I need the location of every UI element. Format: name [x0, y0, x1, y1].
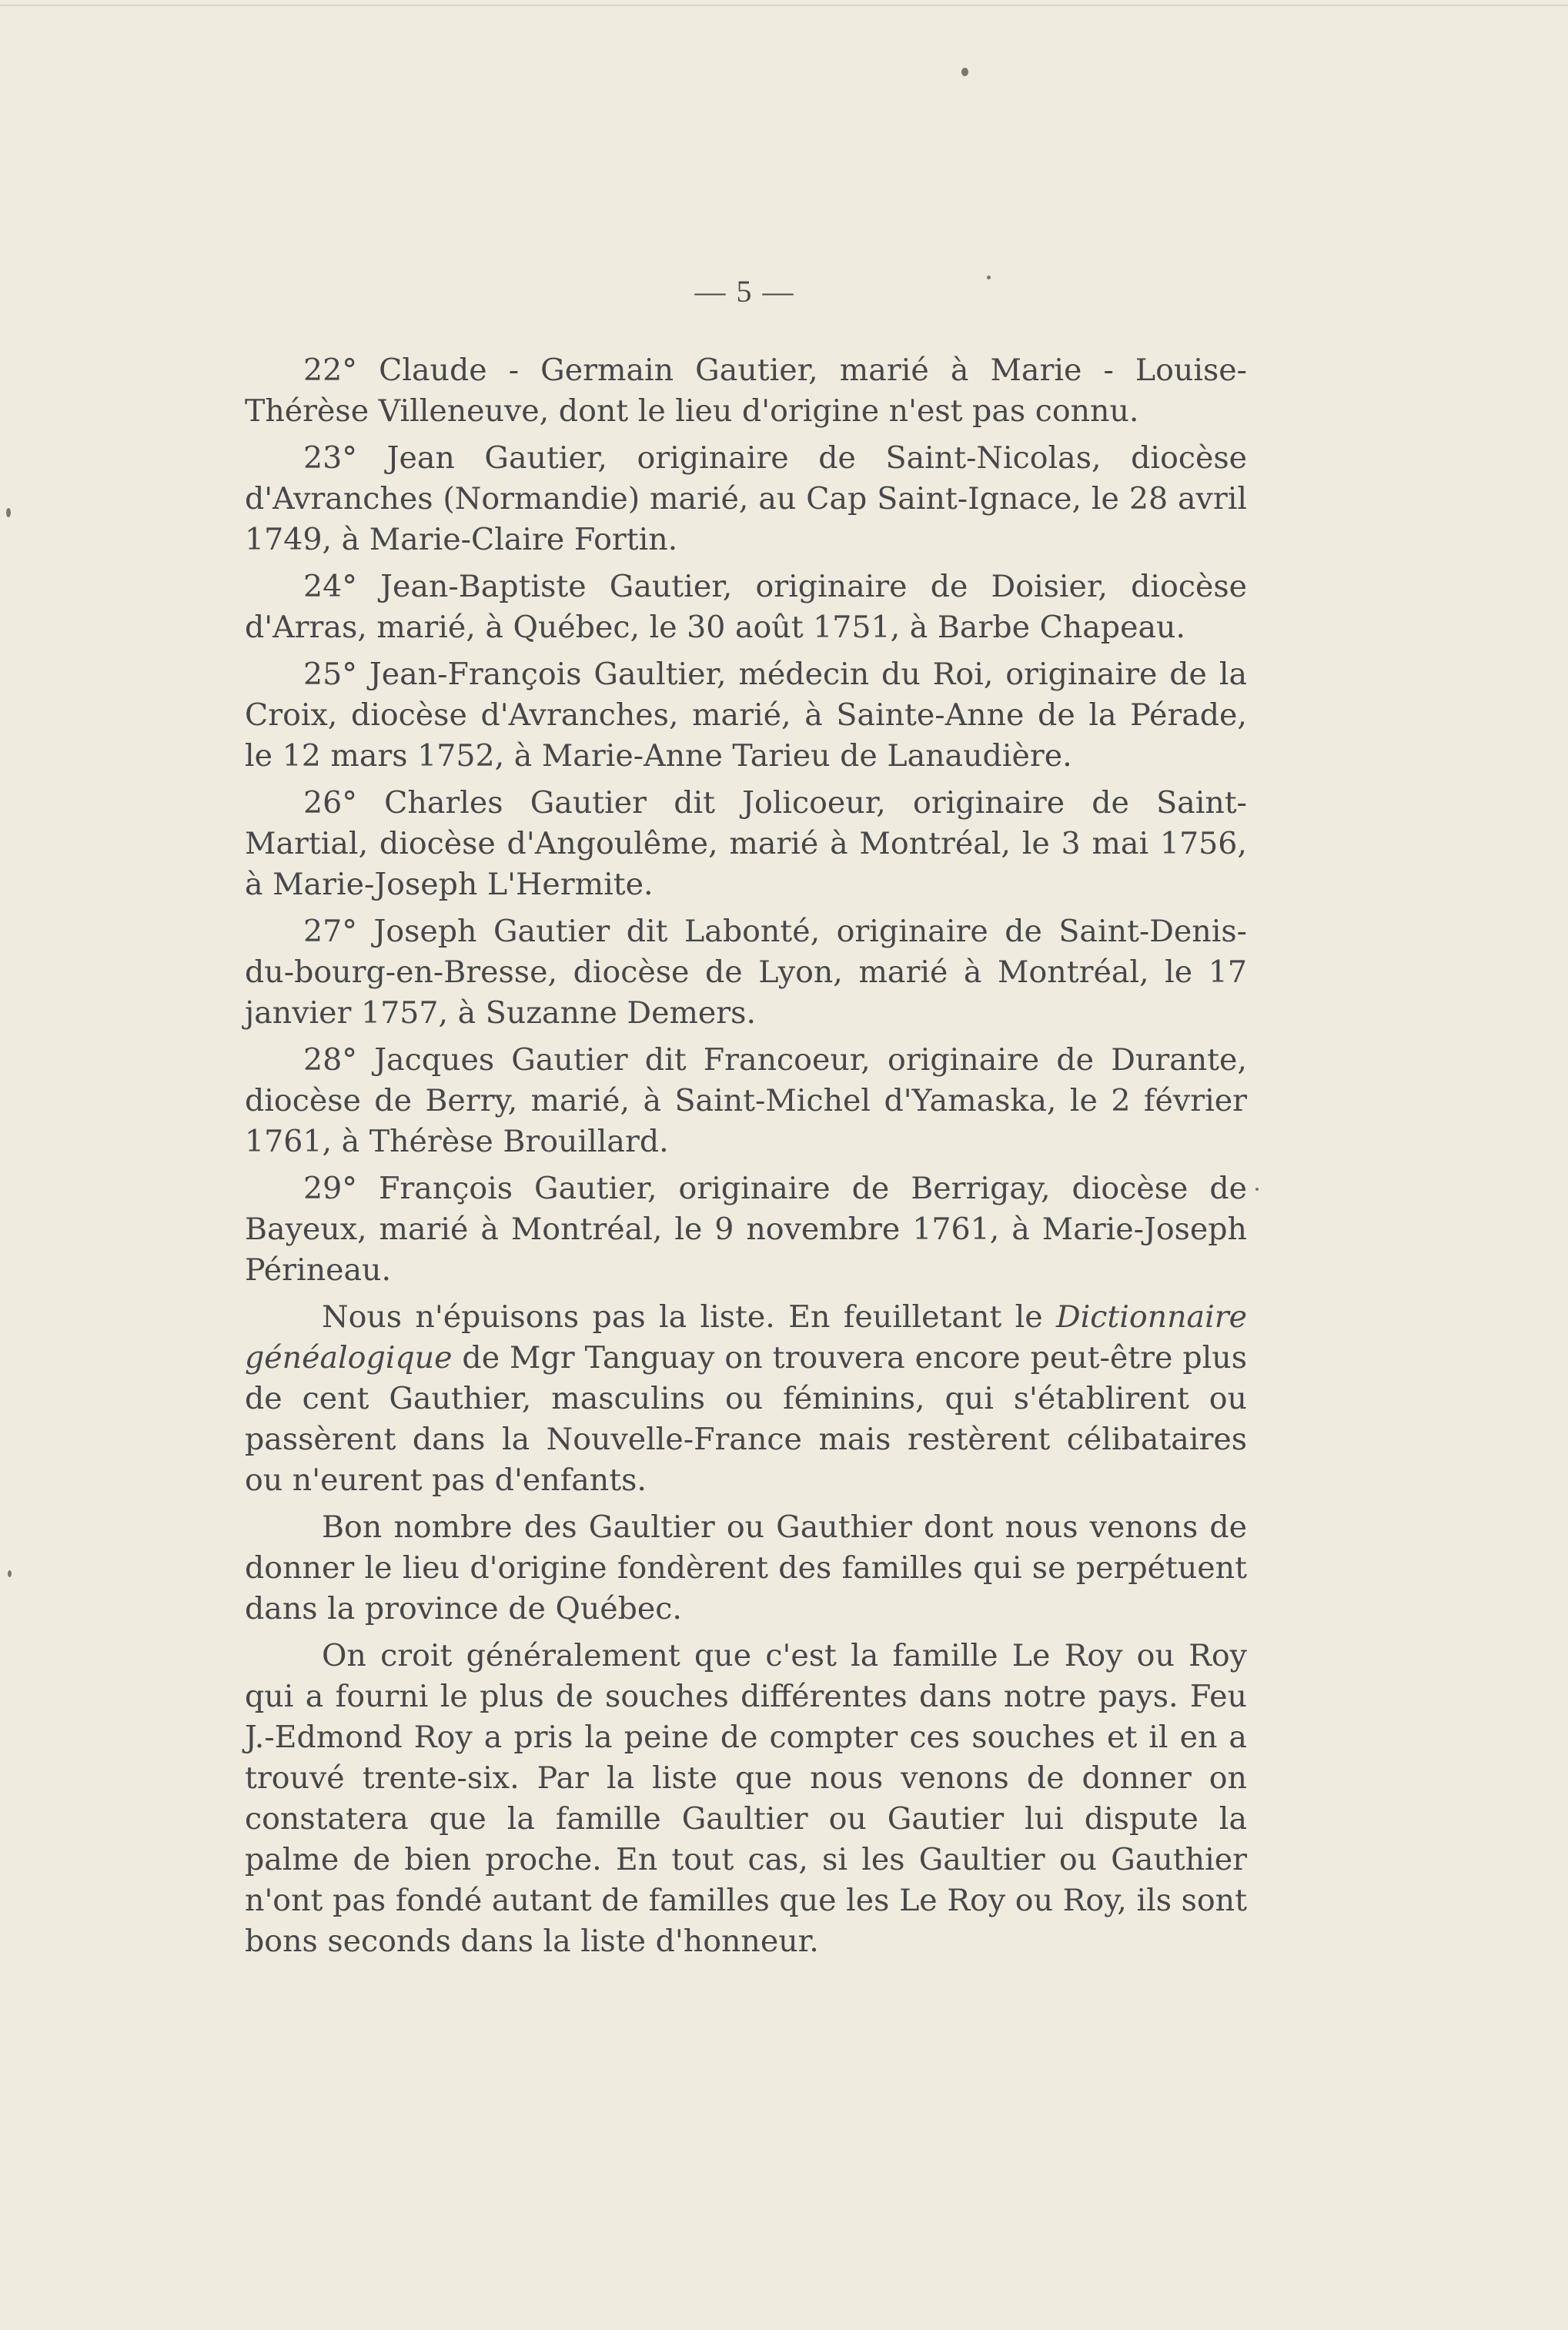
- genealogy-entry-25: 25° Jean-François Gaultier, médecin du Roi, originaire de la Croix, diocèse d'Avranches, marié, à Sainte-Anne de la Pérade, le 12 mars 1752, à Marie-Anne Tarieu de Lanaudière.: [245, 657, 1247, 774]
- page-number: — 5 —: [694, 274, 795, 309]
- genealogy-entry-27: 27° Joseph Gautier dit Labonté, originaire de Saint-Denis-du-bourg-en-Bresse, diocèse de Lyon, marié à Montréal, le 17 janvier 1757, à Suzanne Demers.: [245, 914, 1247, 1031]
- paragraph-liste-start: Nous n'épuisons pas la liste. En feuilletant le: [322, 1299, 1056, 1335]
- genealogy-entry-24: 24° Jean-Baptiste Gautier, originaire de Doisier, diocèse d'Arras, marié, à Québec, le 30 août 1751, à Barbe Chapeau.: [245, 569, 1247, 645]
- paragraph-souches: On croit généralement que c'est la famille Le Roy ou Roy qui a fourni le plus de souches différentes dans notre pays. Feu J.-Edmond Roy a pris la peine de compter ces souches et il en a trouvé trente-six. Par la liste que nous venons de donner on constatera que la famille Gaultier ou Gautier lui dispute la palme de bien proche. En tout cas, si les Gaultier ou Gauthier n'ont pas fondé autant de familles que les Le Roy ou Roy, ils sont bons seconds dans la liste d'honneur.: [245, 1638, 1247, 1959]
- genealogy-entry-22: 22° Claude - Germain Gautier, marié à Marie - Louise-Thérèse Villeneuve, dont le lieu d'origine n'est pas connu.: [245, 353, 1247, 429]
- genealogy-entry-29: 29° François Gautier, originaire de Berrigay, diocèse de Bayeux, marié à Montréal, le 9 novembre 1761, à Marie-Joseph Périneau.: [245, 1171, 1247, 1288]
- paragraph-familles: Bon nombre des Gaultier ou Gauthier dont nous venons de donner le lieu d'origine fondèrent des familles qui se perpétuent dans la province de Québec.: [245, 1509, 1247, 1626]
- paragraph-liste: [245, 1297, 1247, 1501]
- book-title: Dictionnaire généalogique: [245, 1299, 1247, 1376]
- genealogy-entry-28: 28° Jacques Gautier dit Francoeur, originaire de Durante, diocèse de Berry, marié, à Saint-Michel d'Yamaska, le 2 février 1761, à Thérèse Brouillard.: [245, 1042, 1247, 1159]
- genealogy-entry-26: 26° Charles Gautier dit Jolicoeur, originaire de Saint-Martial, diocèse d'Angoulême, marié à Montréal, le 3 mai 1756, à Marie-Joseph L'Hermite.: [245, 785, 1247, 902]
- paper-speck: [6, 508, 11, 517]
- paper-speck: [961, 68, 968, 76]
- paper-speck: [8, 1570, 12, 1577]
- genealogy-entry-23: 23° Jean Gautier, originaire de Saint-Nicolas, diocèse d'Avranches (Normandie) marié, au Cap Saint-Ignace, le 28 avril 1749, à Marie-Claire Fortin.: [245, 440, 1247, 557]
- paper-speck: [1255, 1188, 1259, 1191]
- paragraph-liste-end: de Mgr Tanguay on trouvera encore peut-être plus de cent Gauthier, masculins ou féminins, qui s'établirent ou passèrent dans la Nouvelle-France mais restèrent célibataires ou n'eurent pas d'enfants.: [245, 1340, 1247, 1498]
- page-top-edge: [0, 5, 1568, 6]
- body-text: [245, 350, 1247, 1968]
